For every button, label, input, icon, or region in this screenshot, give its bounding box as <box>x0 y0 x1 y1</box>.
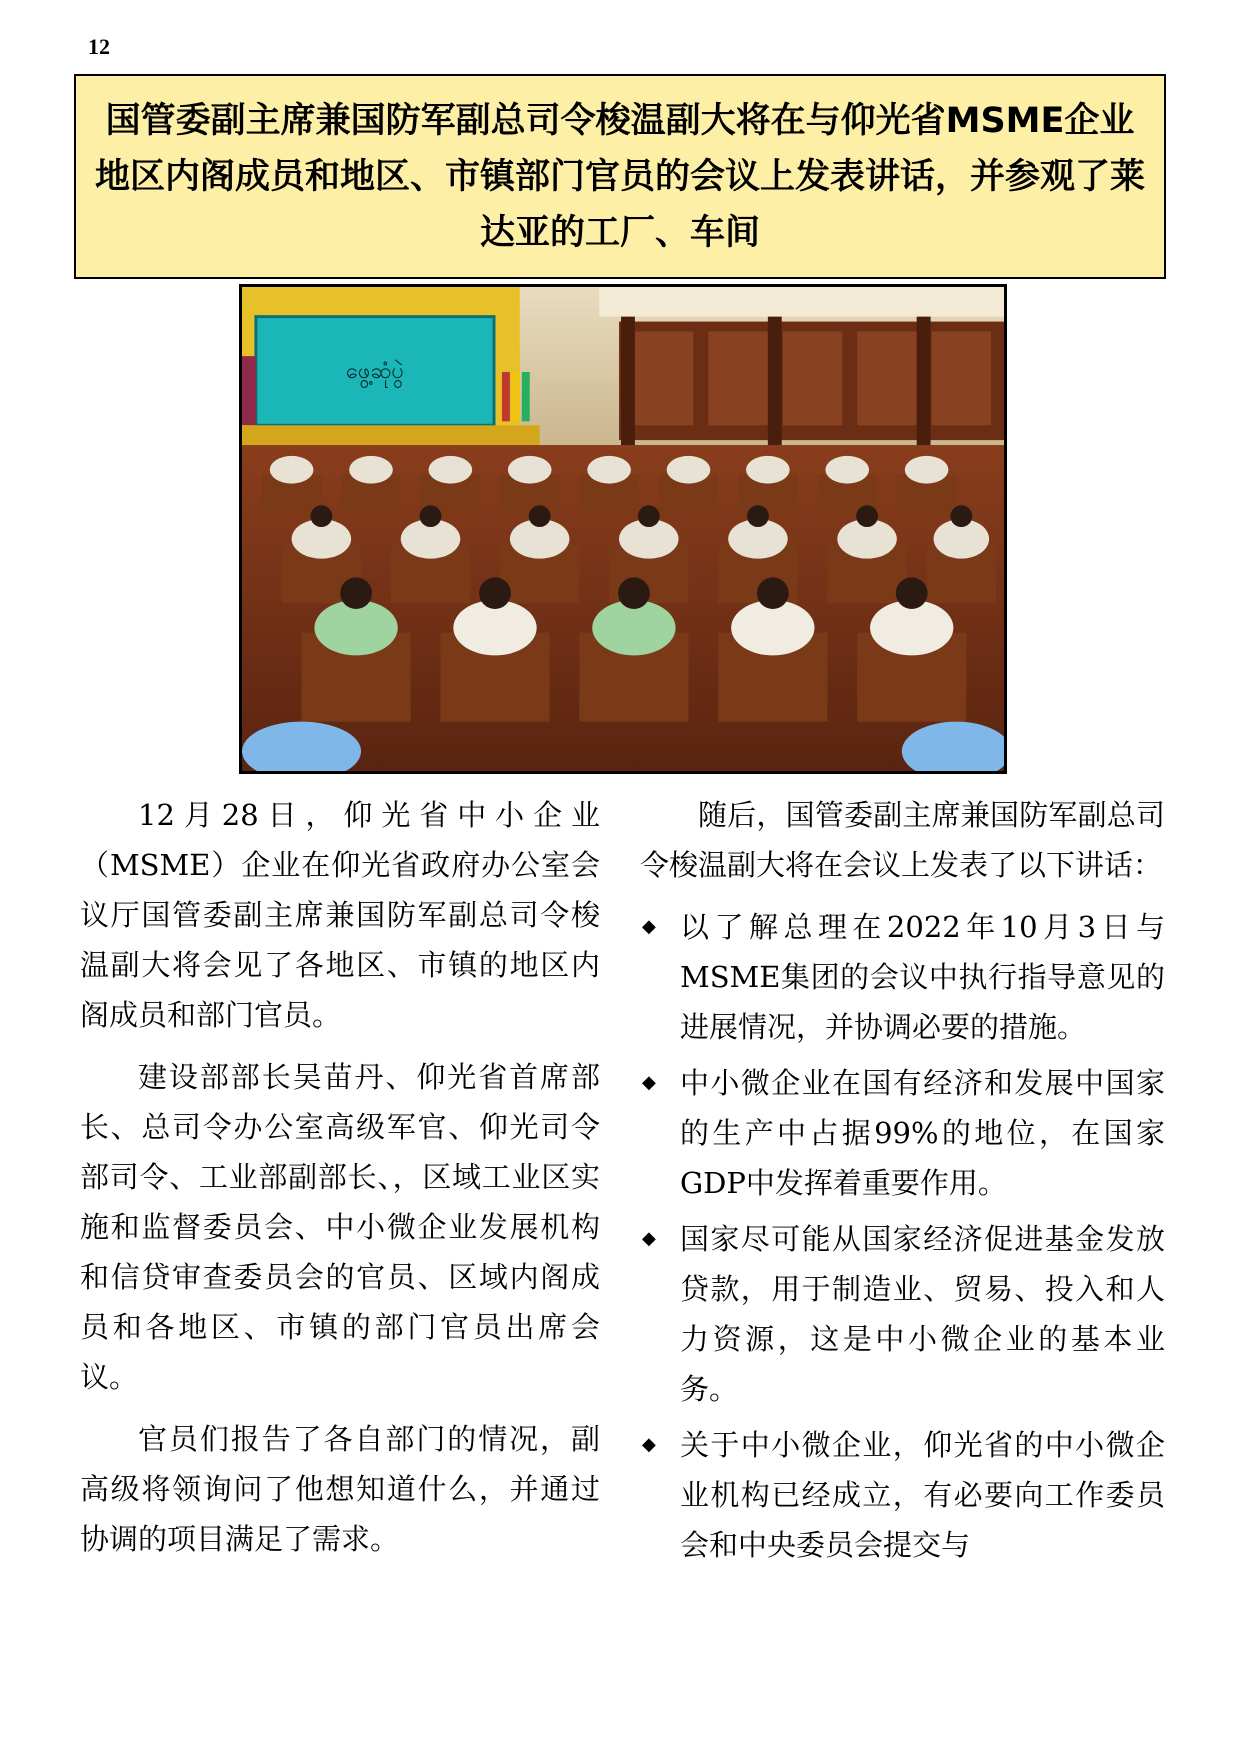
diamond-bullet-icon: ◆ <box>642 1434 656 1455</box>
screen-text: ဖွေ့ဆုံပွဲ <box>346 358 404 384</box>
speech-points <box>640 902 1165 1570</box>
headline-box <box>74 74 1166 279</box>
speech-point <box>640 1420 1165 1570</box>
left-column <box>80 790 600 1576</box>
article-paragraph: 建设部部长吴苗丹、仰光省首席部长、总司令办公室高级军官、仰光司令部司令、工业部副部长、，区域工业区实施和监督委员会、中小微企业发展机构和信贷审查委员会的官员、区域内阁成员和各地区、市镇的部门官员出席会议。 <box>80 1060 600 1394</box>
speech-point <box>640 1214 1165 1414</box>
page-number: 12 <box>88 34 110 59</box>
speech-point <box>640 1058 1165 1208</box>
diamond-bullet-icon: ◆ <box>642 1072 656 1093</box>
diamond-bullet-icon: ◆ <box>642 916 656 937</box>
diamond-bullet-icon: ◆ <box>642 1228 656 1249</box>
headline: 国管委副主席兼国防军副总司令梭温副大将在与仰光省MSME企业地区内阁成员和地区、市镇部门官员的会议上发表讲话，并参观了莱达亚的工厂、车间 <box>94 100 1145 253</box>
right-column <box>640 790 1165 1576</box>
speech-point-text: 关于中小微企业，仰光省的中小微企业机构已经成立，有必要向工作委员会和中央委员会提交与 <box>680 1428 1165 1562</box>
speech-point-text: 以了解总理在2022年10月3日与MSME集团的会议中执行指导意见的进展情况，并协调必要的措施。 <box>680 910 1165 1044</box>
speech-point-text: 国家尽可能从国家经济促进基金发放贷款，用于制造业、贸易、投入和人力资源，这是中小微企业的基本业务。 <box>680 1222 1165 1406</box>
speech-point <box>640 902 1165 1052</box>
article-paragraph: 12月28日，仰光省中小企业（MSME）企业在仰光省政府办公室会议厅国管委副主席兼国防军副总司令梭温副大将会见了各地区、市镇的地区内阁成员和部门官员。 <box>80 798 600 1032</box>
speech-intro: 随后，国管委副主席兼国防军副总司令梭温副大将在会议上发表了以下讲话： <box>640 798 1165 882</box>
article-paragraph: 官员们报告了各自部门的情况，副高级将领询问了他想知道什么，并通过协调的项目满足了需求。 <box>80 1422 600 1556</box>
speech-point-text: 中小微企业在国有经济和发展中国家的生产中占据99%的地位，在国家GDP中发挥着重要作用。 <box>680 1066 1165 1200</box>
meeting-hall-photo <box>239 284 1007 774</box>
meeting-hall-illustration <box>242 287 1004 771</box>
